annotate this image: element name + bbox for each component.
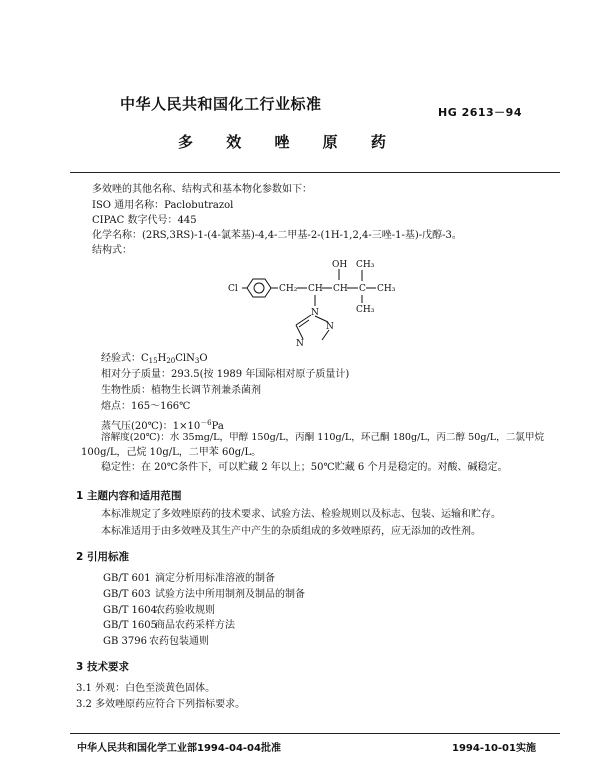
structural-formula — [220, 255, 420, 350]
solubility-line-1: 溶解度(20℃)：水 35mg/L，甲醇 150g/L，丙酮 110g/L，环己酮 180g/L，丙二醇 50g/L，二氯甲烷 — [101, 432, 545, 443]
molecular-weight: 相对分子质量：293.5(按 1989 年国际相对原子质量计) — [101, 369, 350, 380]
biological-property: 生物性质：植物生长调节剂兼杀菌剂 — [101, 385, 261, 396]
structure-label: 结构式： — [92, 245, 132, 256]
header-divider — [70, 172, 560, 173]
reference-item: GB 3796 农药包装通则 — [103, 636, 209, 647]
section-3-heading: 3 技术要求 — [76, 661, 129, 673]
atom-ch3-right: CH₃ — [377, 284, 396, 294]
reference-item: GB/T 601 滴定分析用标准溶液的制备 — [103, 573, 275, 584]
atom-ch-b: CH — [333, 284, 348, 294]
atom-c: C — [359, 284, 366, 294]
atom-oh: OH — [332, 260, 348, 270]
intro-lead: 多效唑的其他名称、结构式和基本物化参数如下： — [92, 184, 312, 195]
stability: 稳定性：在 20℃条件下，可以贮藏 2 年以上；50℃贮藏 6 个月是稳定的。对酸、碱稳定。 — [101, 462, 508, 473]
page-title: 多 效 唑 原 药 — [178, 133, 400, 151]
atom-ch3-bottom: CH₃ — [356, 305, 375, 315]
footer-divider — [70, 733, 560, 734]
atom-cl: Cl — [228, 284, 238, 294]
requirement-3-1: 3.1 外观：白色至淡黄色固体。 — [76, 683, 216, 694]
approval-date: 中华人民共和国化学工业部1994-04-04批准 — [77, 743, 281, 754]
atom-n2: N — [326, 322, 334, 332]
atom-ch3-top: CH₃ — [356, 260, 375, 270]
iso-name: ISO 通用名称：Paclobutrazol — [92, 200, 234, 211]
section-1-heading: 1 主题内容和适用范围 — [76, 490, 182, 502]
vapor-pressure: 蒸气压(20℃)：$1\times 10^{-6}Pa$ — [101, 419, 224, 432]
effective-date: 1994-10-01实施 — [452, 743, 536, 754]
atom-ch2: CH₂ — [279, 284, 298, 294]
section-1-paragraph-1: 本标准规定了多效唑原药的技术要求、试验方法、检验规则以及标志、包装、运输和贮存。 — [101, 509, 501, 520]
reference-item: GB/T 603 试验方法中所用制剂及制品的制备 — [103, 589, 305, 600]
atom-n3: N — [296, 339, 304, 349]
atom-ch-a: CH — [308, 284, 323, 294]
reference-item: GB/T 1604农药验收规则 — [103, 605, 215, 616]
cipac-code: CIPAC 数字代号：445 — [92, 215, 197, 226]
solubility-line-2: 100g/L，己烷 10g/L，二甲苯 60g/L。 — [81, 447, 262, 458]
atom-n1: N — [311, 308, 319, 318]
section-1-paragraph-2: 本标准适用于由多效唑及其生产中产生的杂质组成的多效唑原药，应无添加的改性剂。 — [101, 526, 481, 537]
standard-code: HG 2613－94 — [438, 106, 522, 119]
requirement-3-2: 3.2 多效唑原药应符合下列指标要求。 — [76, 699, 246, 710]
chemical-name: 化学名称：(2RS,3RS)-1-(4-氯苯基)-4,4-二甲基-2-(1H-1,2,4-三唑-1-基)-戊醇-3。 — [92, 230, 462, 241]
melting-point: 熔点：165～166℃ — [101, 401, 191, 412]
section-2-heading: 2 引用标准 — [76, 551, 129, 563]
empirical-formula: 经验式：$C_{15}H_{20}ClN_3O$ — [101, 353, 208, 365]
standard-organization: 中华人民共和国化工行业标准 — [120, 95, 322, 113]
reference-item: GB/T 1605商品农药采样方法 — [103, 620, 235, 631]
